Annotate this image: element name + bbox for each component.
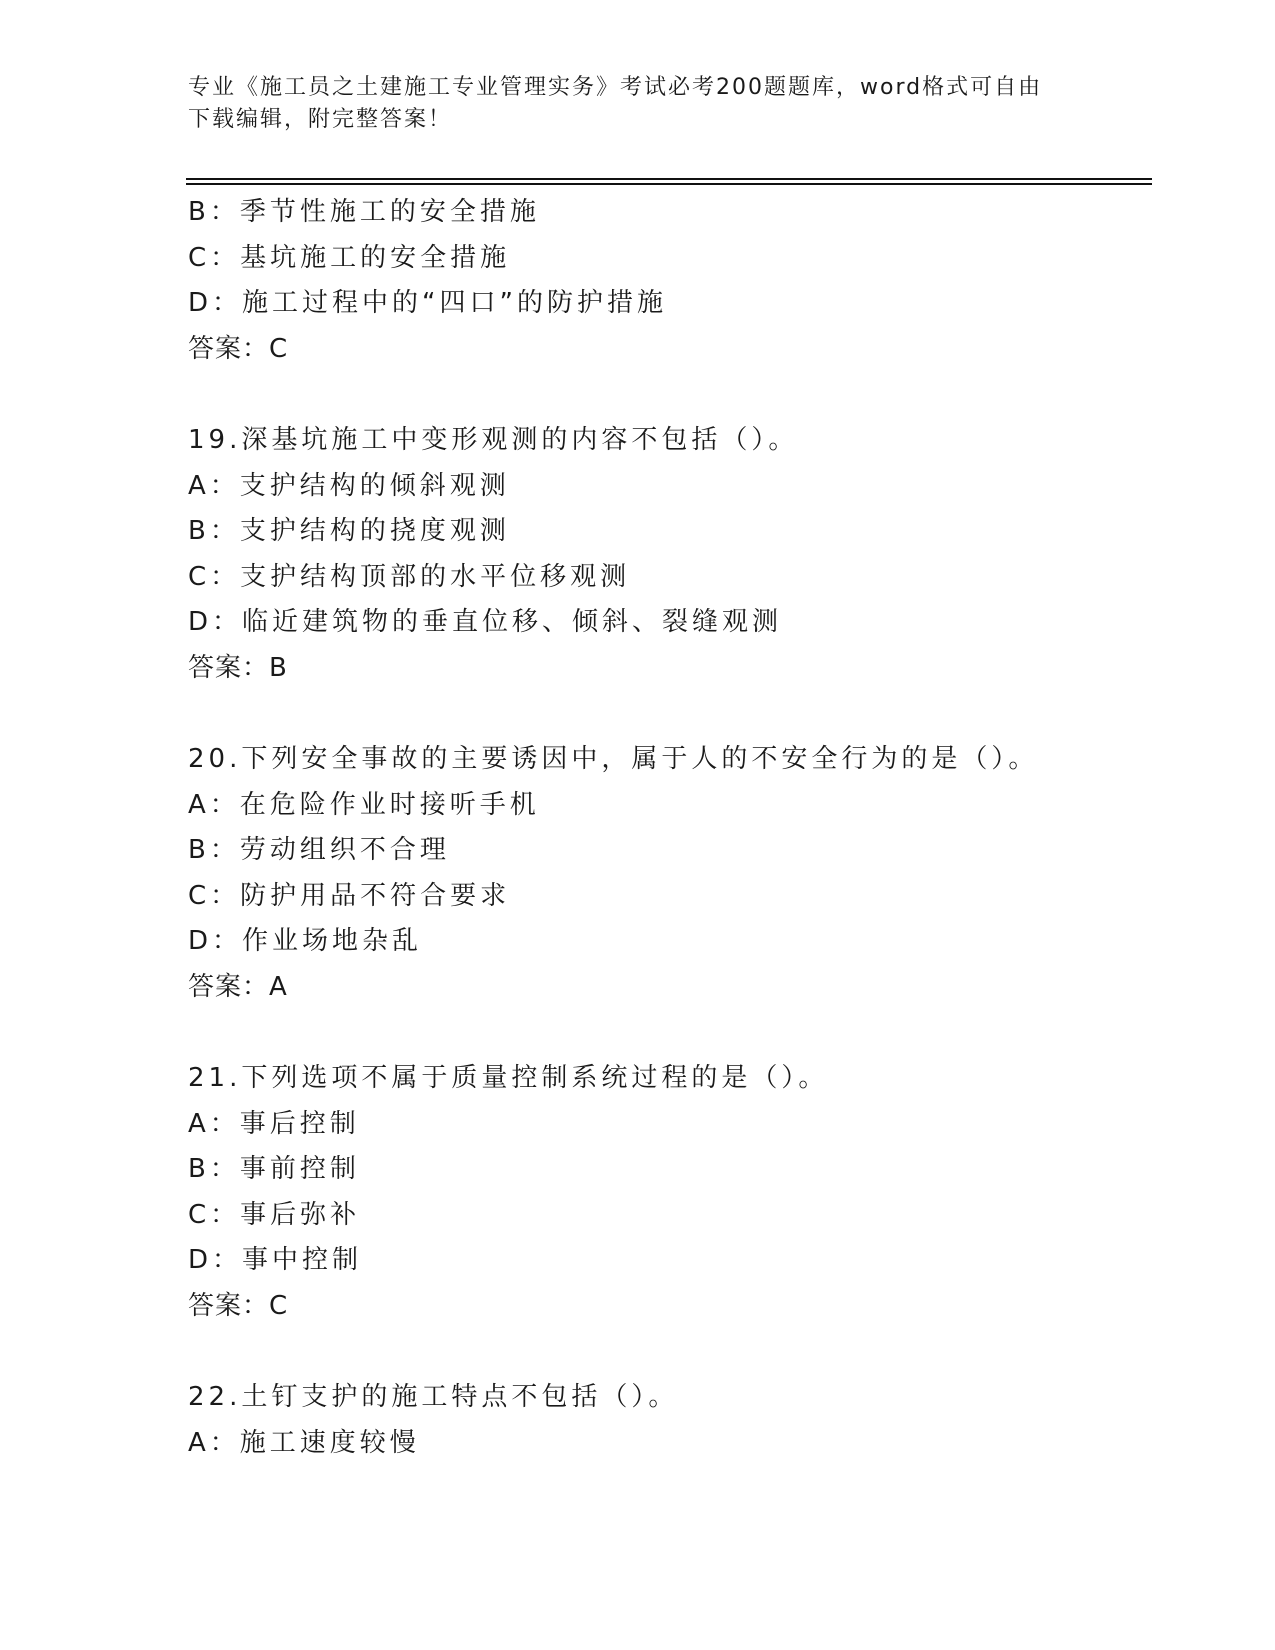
spacer: [188, 691, 1148, 737]
option-line: B：事前控制: [188, 1154, 360, 1184]
document-header: [188, 72, 1068, 136]
question-stem: 19.深基坑施工中变形观测的内容不包括（）。: [188, 425, 799, 455]
answer-line: 答案：A: [188, 971, 288, 1002]
question-item: [188, 737, 1148, 1010]
option-line: D：施工过程中的“四口”的防护措施: [188, 288, 667, 318]
option-line: D：事中控制: [188, 1245, 363, 1275]
header-divider-bottom: [186, 183, 1152, 185]
option-line: B：季节性施工的安全措施: [188, 197, 540, 227]
option-line: A：事后控制: [188, 1108, 360, 1139]
question-item: [188, 1056, 1148, 1329]
question-stem: 21.下列选项不属于质量控制系统过程的是（）。: [188, 1063, 829, 1093]
question-stem: 20.下列安全事故的主要诱因中，属于人的不安全行为的是（）。: [188, 744, 1039, 774]
header-line-1: 专业《施工员之土建施工专业管理实务》考试必考200题题库，word格式可自由: [188, 75, 1043, 100]
question-item: [188, 1375, 1148, 1466]
answer-line: 答案：B: [188, 652, 288, 683]
option-line: C：事后弥补: [188, 1199, 361, 1230]
header-divider-top: [186, 178, 1152, 180]
option-line: A：在危险作业时接听手机: [188, 789, 540, 820]
option-line: D：临近建筑物的垂直位移、倾斜、裂缝观测: [188, 607, 783, 637]
option-line: C：防护用品不符合要求: [188, 880, 511, 911]
question-fragment: [188, 190, 1148, 372]
option-line: A：支护结构的倾斜观测: [188, 470, 510, 501]
question-item: [188, 418, 1148, 691]
spacer: [188, 1010, 1148, 1056]
question-stem: 22.土钉支护的施工特点不包括（）。: [188, 1382, 679, 1412]
option-line: D：作业场地杂乱: [188, 926, 423, 956]
spacer: [188, 372, 1148, 418]
option-line: B：支护结构的挠度观测: [188, 516, 510, 546]
option-line: B：劳动组织不合理: [188, 835, 450, 865]
answer-line: 答案：C: [188, 1290, 289, 1321]
option-line: C：基坑施工的安全措施: [188, 242, 511, 273]
option-line: C：支护结构顶部的水平位移观测: [188, 561, 631, 592]
question-list: [188, 190, 1148, 1466]
option-line: A：施工速度较慢: [188, 1427, 420, 1458]
answer-line: 答案：C: [188, 333, 289, 364]
spacer: [188, 1329, 1148, 1375]
header-line-2: 下载编辑，附完整答案！: [188, 107, 453, 132]
